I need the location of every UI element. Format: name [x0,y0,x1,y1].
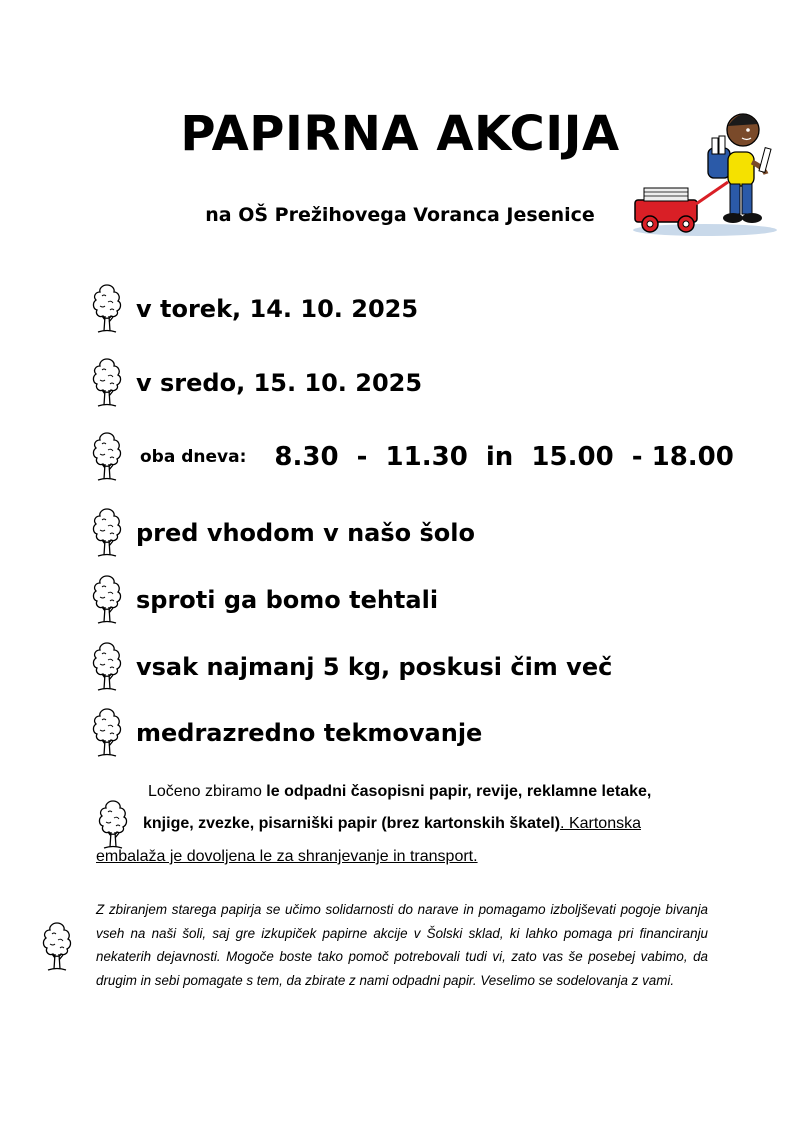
tree-icon [90,356,124,410]
child-wagon-illustration [630,100,780,240]
item-weighing: sproti ga bomo tehtali [136,586,439,614]
separate-underlined-start: Kartonska [564,815,641,832]
closing-paragraph: Z zbiranjem starega papirja se učimo solidarnosti do narave in pomagamo izboljševati pogoje bivanja vseh na naši šoli, saj gre izkupiček papirne akcije v Šolski sklad, ki lahko pomaga pri financiranju nekaterih dejavnosti. Mogoče boste tako pomoč potrebovali tudi vi, zato vas še posebej vabimo, da drugim in sebi pomagate s tem, da zbirate z nami odpadni papir. Veselimo se sodelovanja z vami. [96,902,708,988]
separate-period: . [560,815,565,832]
item-location: pred vhodom v našo šolo [136,519,475,547]
list-item [90,506,475,560]
separate-intro: Ločeno zbiramo [148,783,267,800]
date-tuesday: v torek, 14. 10. 2025 [136,295,419,323]
separate-bold-2: knjige, zvezke, pisarniški papir (brez kartonskih škatel) [143,815,561,832]
separate-line-3 [96,848,478,866]
tree-icon [90,573,124,627]
list-item [90,640,612,694]
separate-underlined-end: embalaža je dovoljena le za shranjevanje in transport. [96,848,478,865]
tree-icon [90,506,124,560]
list-item [90,356,422,410]
tree-icon [90,640,124,694]
separate-line-1 [148,783,651,801]
tree-icon [90,282,124,336]
list-item [90,573,438,627]
item-competition: medrazredno tekmovanje [136,719,483,747]
date-wednesday: v sredo, 15. 10. 2025 [136,369,423,397]
separate-line-2 [143,815,641,833]
list-item [90,706,482,760]
item-minimum: vsak najmanj 5 kg, poskusi čim več [136,653,613,681]
list-item [90,430,734,484]
tree-icon [90,430,124,484]
tree-icon [40,920,74,974]
tree-icon [90,706,124,760]
separate-bold-1: le odpadni časopisni papir, revije, reklamne letake, [266,783,652,800]
tree-icon [96,798,130,852]
page-title: PAPIRNA AKCIJA [180,106,620,162]
times-label: oba dneva: [140,447,247,467]
list-item [90,282,418,336]
times-value: 8.30 - 11.30 in 15.00 - 18.00 [274,442,734,472]
subtitle: na OŠ Prežihovega Voranca Jesenice [205,204,595,226]
